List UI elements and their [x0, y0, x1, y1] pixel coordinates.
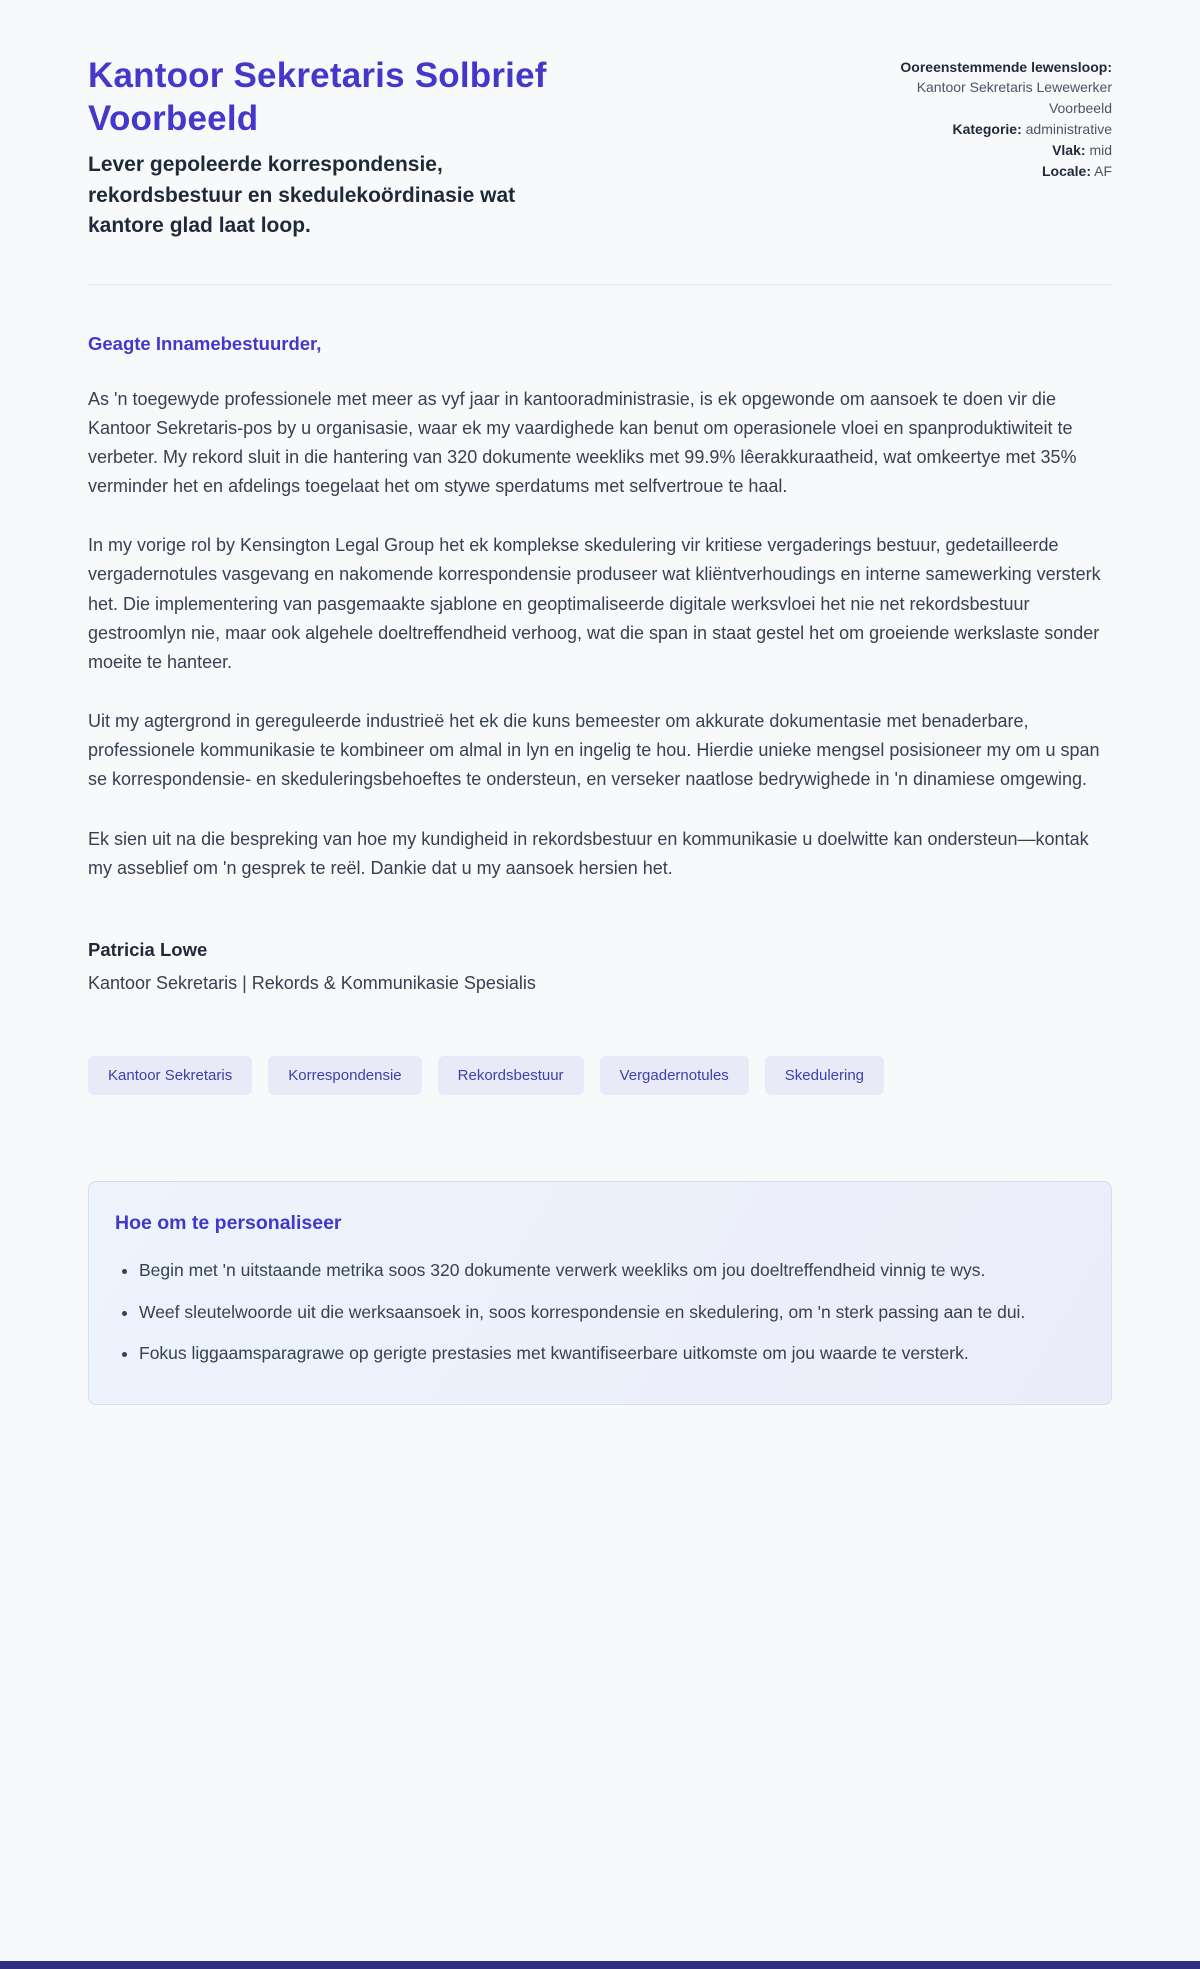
meta-matching-resume-label: Ooreenstemmende lewensloop: — [900, 59, 1112, 75]
tip-item-text: Begin met 'n uitstaande metrika soos 320 dokumente verwerk weekliks om jou doeltreffendheid vinnig te wys. — [139, 1259, 986, 1280]
tag-pill-skedulering[interactable]: Skedulering — [765, 1056, 884, 1095]
tip-item — [139, 1257, 1059, 1285]
letter-paragraph: As 'n toegewyde professionele met meer as vyf jaar in kantooradministrasie, is ek opgewonde om aansoek te doen vir die Kantoor Sekretaris-pos by u organisasie, waar ek my vaardighede kan benut om operasionele vloei en spanproduktiwiteit te verbeter. My rekord sluit in die hantering van 320 dokumente weekliks met 99.9% lêerakkuraatheid, wat omkeertye met 35% verminder het en afdelings toegelaat het om stywe sperdatums met selfvertroue te haal. — [88, 388, 1077, 497]
tag-pill-korrespondensie[interactable]: Korrespondensie — [268, 1056, 421, 1095]
letter-paragraph: In my vorige rol by Kensington Legal Group het ek komplekse skedulering vir kritiese vergaderings bestuur, gedetailleerde vergadernotules vasgevang en nakomende korrespondensie produseer wat kliëntverhoudings en interne samewerking versterk het. Die implementering van pasgemaakte sjablone en geoptimaliseerde digitale werksvloei het nie net rekordsbestuur gestroomlyn nie, maar ook algehele doeltreffendheid verhoog, wat die span in staat gestel het om groeiende werkslaste sonder moeite te hanteer. — [88, 535, 1101, 672]
meta-matching-resume — [876, 57, 1112, 118]
tag-pill-vergadernotules[interactable]: Vergadernotules — [600, 1056, 749, 1095]
meta-category — [876, 119, 1112, 139]
tips-list — [115, 1257, 1085, 1368]
page-subtitle: Lever gepoleerde korrespondensie, rekordsbestuur en skedulekoördinasie wat kantore glad laat loop. — [88, 153, 516, 238]
tag-list — [88, 1056, 1112, 1095]
tip-item — [139, 1299, 1059, 1327]
meta-matching-resume-value: Kantoor Sekretaris Lewewerker Voorbeeld — [916, 79, 1112, 116]
letter-paragraph: Ek sien uit na die bespreking van hoe my kundigheid in rekordsbestuur en kommunikasie u doelwitte kan ondersteun—kontak my asseblief om 'n gesprek te reël. Dankie dat u my aansoek hersien het. — [88, 828, 1089, 878]
letter-body — [88, 333, 1112, 1405]
page-title: Kantoor Sekretaris Solbrief Voorbeeld — [88, 56, 547, 138]
tip-item-text: Fokus liggaamsparagrawe op gerigte prestasies met kwantifiseerbare uitkomste om jou waarde te versterk. — [139, 1343, 969, 1364]
meta-level — [876, 140, 1112, 160]
meta-level-value: mid — [1089, 142, 1112, 159]
meta-locale — [876, 161, 1112, 181]
meta-level-label: Vlak: — [1052, 142, 1086, 159]
meta-panel — [876, 55, 1112, 183]
tips-title: Hoe om te personaliseer — [115, 1211, 342, 1234]
tag-pill-rekordsbestuur[interactable]: Rekordsbestuur — [438, 1056, 584, 1095]
meta-locale-label: Locale: — [1041, 163, 1091, 180]
letter-paragraph: Uit my agtergrond in gereguleerde industrieë het ek die kuns bemeester om akkurate dokumentasie met benaderbare, professionele kommunikasie te kombineer om almal in lyn en ingelig te hou. Hierdie unieke mengsel posisioneer my om u span se korrespondensie- en skeduleringsbehoeftes te ondersteun, en verseker naatlose bedrywighede in 'n dinamiese omgewing. — [88, 711, 1100, 790]
footer-bar — [0, 1961, 1200, 1969]
tag-pill-kantoor-sekretaris[interactable]: Kantoor Sekretaris — [88, 1056, 252, 1095]
meta-category-value: administrative — [1025, 120, 1112, 137]
meta-locale-value: AF — [1094, 163, 1112, 180]
header — [88, 55, 1112, 242]
header-divider — [88, 284, 1112, 285]
signature-title: Kantoor Sekretaris | Rekords & Kommunikasie Spesialis — [88, 972, 536, 993]
signature-name: Patricia Lowe — [88, 938, 208, 960]
tip-item-text: Weef sleutelwoorde uit die werksaansoek in, soos korrespondensie en skedulering, om 'n sterk passing aan te dui. — [139, 1301, 1026, 1322]
tip-item — [139, 1340, 1059, 1368]
letter-greeting: Geagte Innamebestuurder, — [88, 332, 322, 354]
personalization-tips-callout — [88, 1181, 1112, 1405]
header-title-block — [88, 55, 648, 242]
meta-category-label: Kategorie: — [952, 120, 1022, 137]
